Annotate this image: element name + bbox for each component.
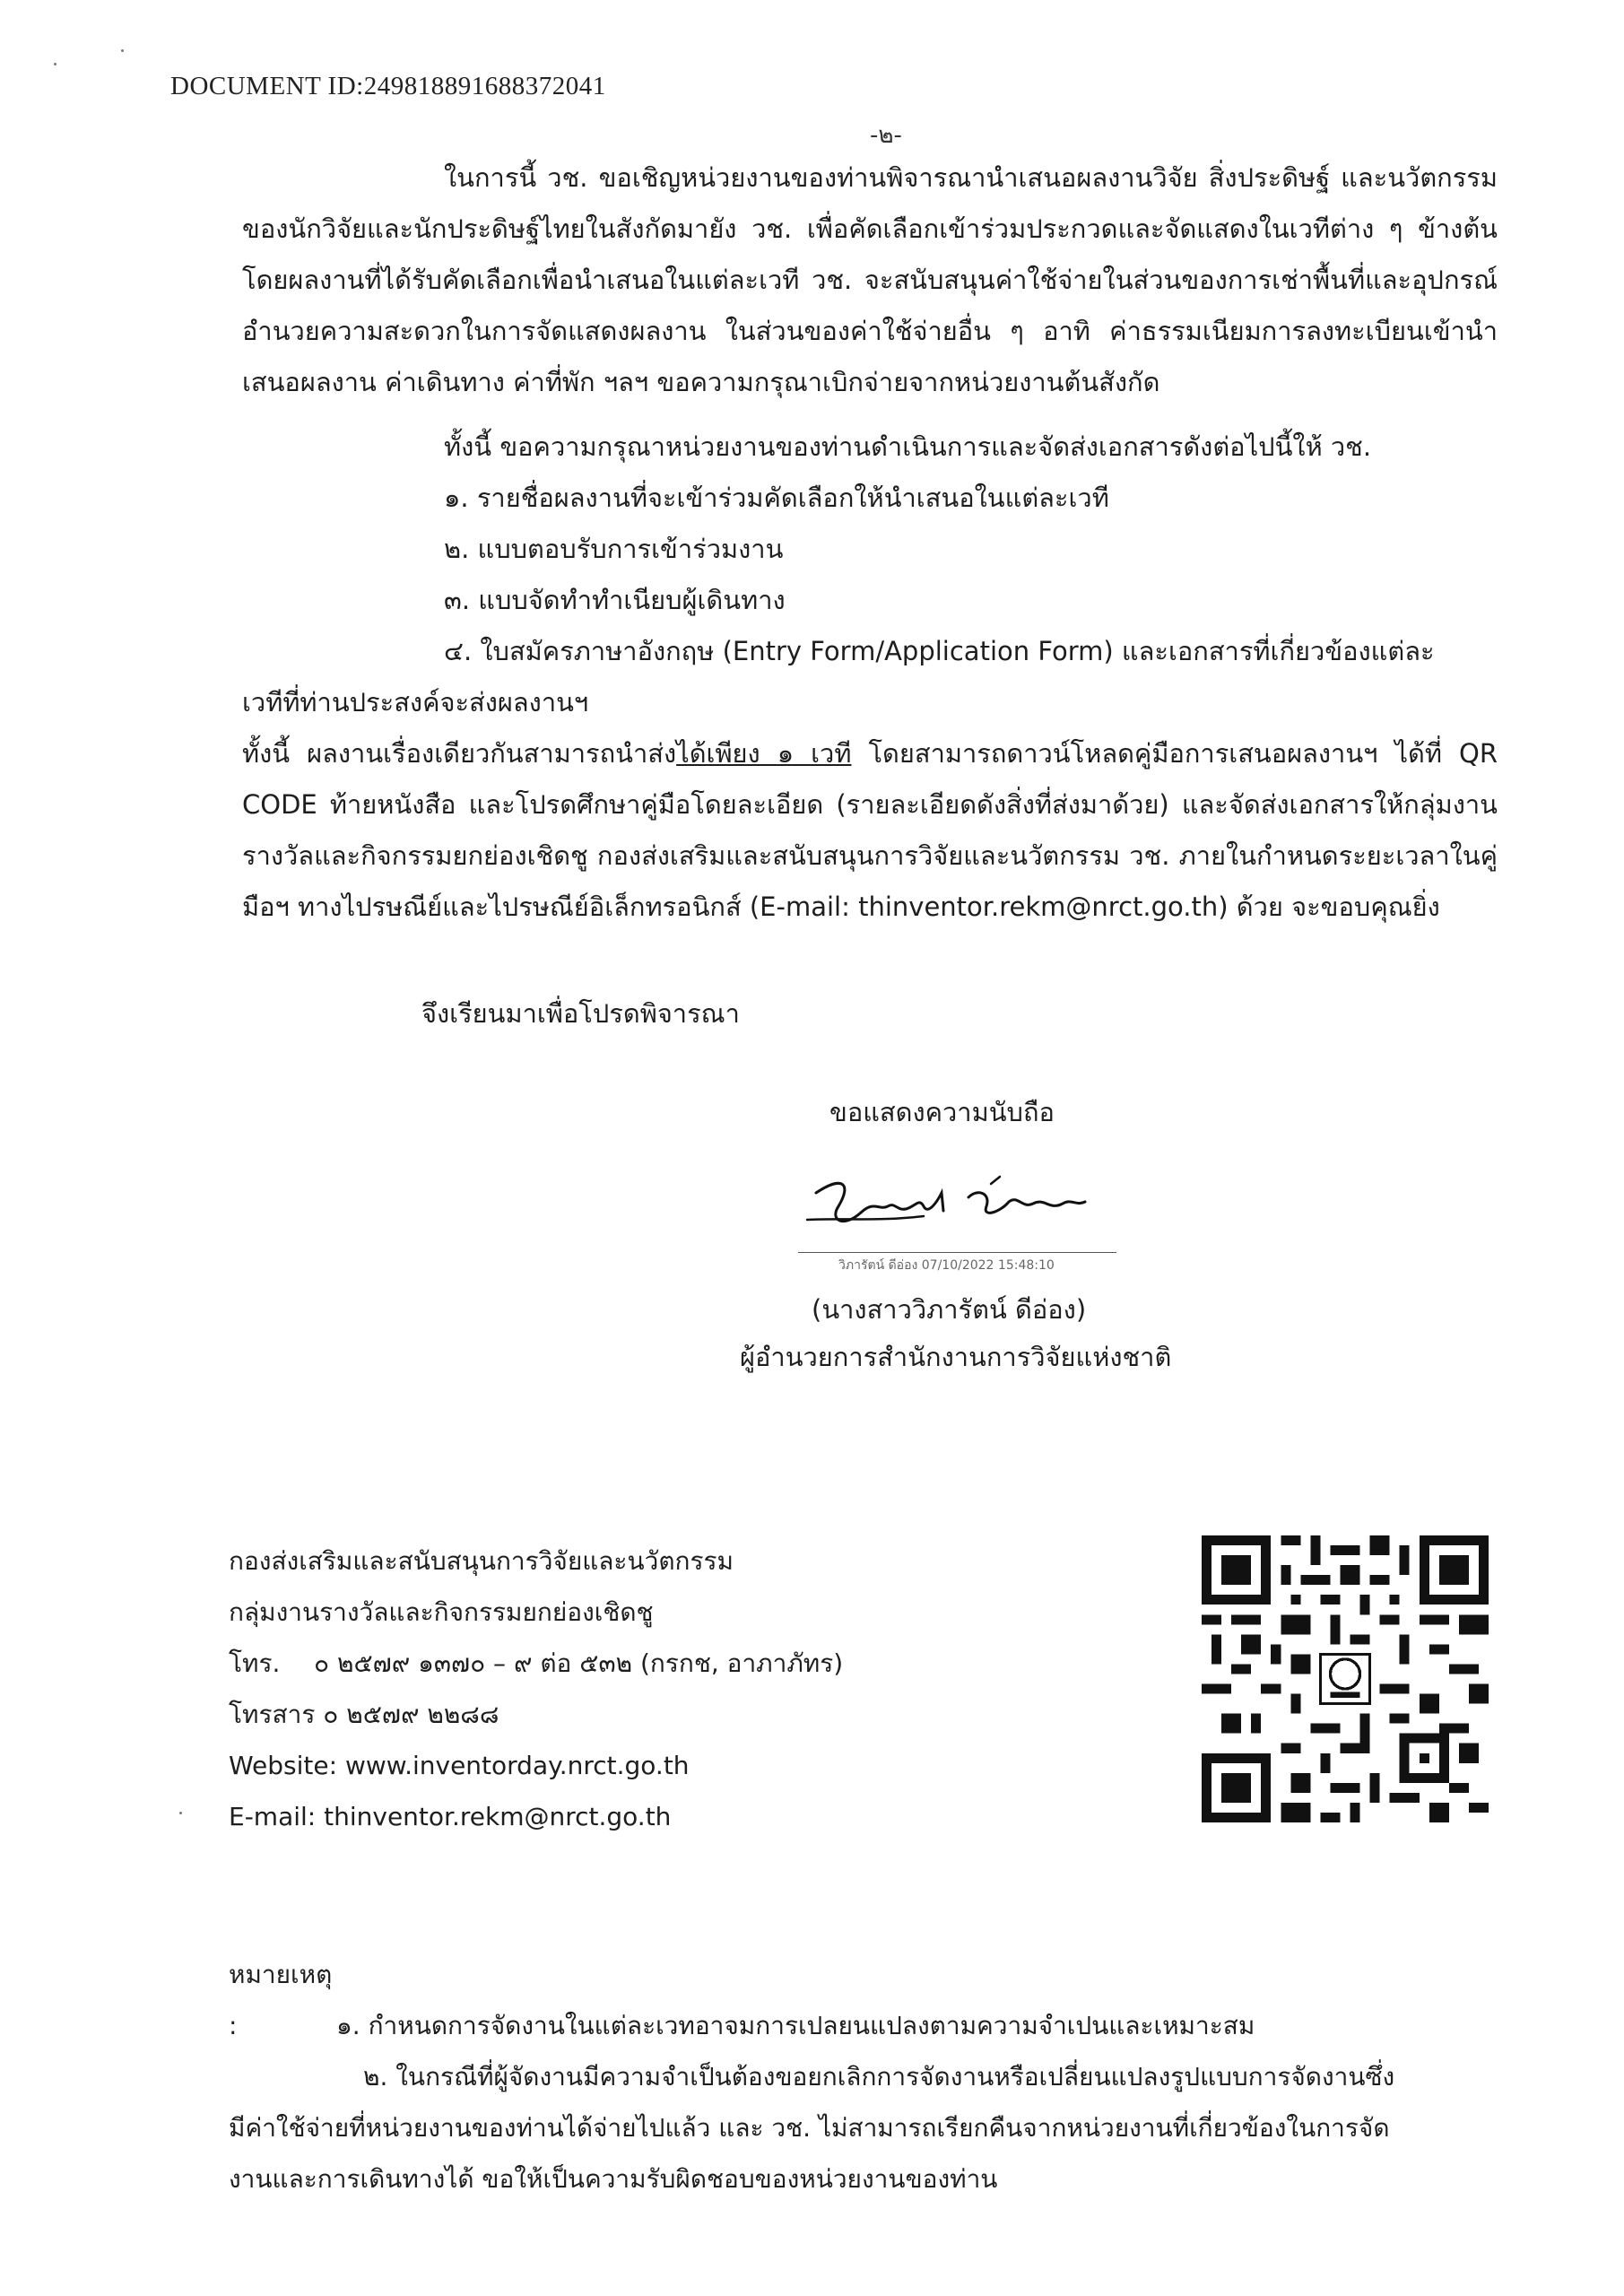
request-item-continued: เวทีที่ท่านประสงค์จะส่งผลงานฯ [242, 687, 589, 718]
closing-line: จึงเรียนมาเพื่อโปรดพิจารณา [421, 998, 740, 1029]
request-item: ๑. รายชื่อผลงานที่จะเข้าร่วมคัดเลือกให้นำเสนอในแต่ละเวที [444, 483, 1109, 513]
signer-title: ผู้อำนวยการสำนักงานการวิจัยแห่งชาติ [740, 1342, 1172, 1372]
contact-fax: โทรสาร ๐ ๒๕๗๙ ๒๒๘๘ [229, 1700, 499, 1729]
note-2-cont-1: มีค่าใช้จ่ายที่หน่วยงานของท่านได้จ่ายไปแล้ว และ วช. ไม่สามารถเรียกคืนจากหน่วยงานที่เกี่ยวข้องในการจัด [229, 2113, 1390, 2143]
signature-stamp: วิภารัตน์ ดีอ่อง 07/10/2022 15:48:10 [838, 1258, 1055, 1273]
note-paragraph-start: ทั้งนี้ ผลงานเรื่องเดียวกันสามารถนำส่ง [242, 738, 677, 769]
contact-email: E-mail: thinventor.rekm@nrct.go.th [229, 1802, 672, 1831]
phone-label: โทร. [229, 1648, 281, 1678]
request-item: ๒. แบบตอบรับการเข้าร่วมงาน [444, 534, 784, 564]
handwritten-signature [789, 1157, 1121, 1247]
request-item: ๔. ใบสมัครภาษาอังกฤษ (Entry Form/Application Form) และเอกสารที่เกี่ยวข้องแต่ละ [444, 636, 1435, 666]
note-paragraph [242, 728, 1498, 933]
page-number: -๒- [870, 122, 902, 149]
main-paragraph-block [242, 152, 1498, 408]
note-1: ๑. กำหนดการจัดงานในแต่ละเวทอาจมการเปลยนแปลงตามความจำเปนและเหมาะสม [336, 2011, 1255, 2040]
scan-speck [179, 1812, 182, 1814]
note-2-cont-2: งานและการเดินทางได้ ขอให้เป็นความรับผิดชอบของหน่วยงานของท่าน [229, 2164, 998, 2194]
contact-group: กลุ่มงานรางวัลและกิจกรรมยกย่องเชิดชู [229, 1597, 654, 1627]
notes-label: หมายเหตุ : [229, 1960, 333, 2040]
note-paragraph-underlined: ได้เพียง ๑ เวที [676, 738, 852, 769]
note-row-1 [229, 1949, 1502, 2051]
main-paragraph: ในการนี้ วช. ขอเชิญหน่วยงานของท่านพิจารณานำเสนอผลงานวิจัย สิ่งประดิษฐ์ และนวัตกรรมของนักวิจัยและนักประดิษฐ์ไทยในสังกัดมายัง วช. เพื่อคัดเลือกเข้าร่วมประกวดและจัดแสดงในเวทีต่าง ๆ ข้างต้น โดยผลงานที่ได้รับคัดเลือกเพื่อนำเสนอในแต่ละเวที วช. จะสนับสนุนค่าใช้จ่ายในส่วนของการเช่าพื้นที่และอุปกรณ์อำนวยความสะดวกในการจัดแสดงผลงาน ในส่วนของค่าใช้จ่ายอื่น ๆ อาทิ ค่าธรรมเนียมการลงทะเบียนเข้านำเสนอผลงาน ค่าเดินทาง ค่าที่พัก ฯลฯ ขอความกรุณาเบิกจ่ายจากหน่วยงานต้นสังกัด [242, 162, 1498, 397]
request-intro: ทั้งนี้ ขอความกรุณาหน่วยงานของท่านดำเนินการและจัดส่งเอกสารดังต่อไปนี้ให้ วช. [444, 431, 1372, 462]
request-block [242, 422, 1498, 933]
notes-block [229, 1949, 1502, 2205]
scan-speck [54, 63, 56, 65]
note-paragraph-end: โดยสามารถดาวน์โหลดคู่มือการเสนอผลงานฯ ได้ที่ QR CODE ท้ายหนังสือ และโปรดศึกษาคู่มือโดยละเอียด (รายละเอียดดังสิ่งที่ส่งมาด้วย) และจัดส่งเอกสารให้กลุ่มงานรางวัลและกิจกรรมยกย่องเชิดชู กองส่งเสริมและสนับสนุนการวิจัยและนวัตกรรม วช. ภายในกำหนดระยะเวลาในคู่มือฯ ทางไปรษณีย์และไปรษณีย์อิเล็กทรอนิกส์ (E-mail: thinventor.rekm@nrct.go.th) ด้วย จะขอบคุณยิ่ง [242, 738, 1498, 922]
contact-block [229, 1535, 843, 1842]
qr-code [1202, 1535, 1489, 1822]
contact-phone: ๐ ๒๕๗๙ ๑๓๗๐ – ๙ ต่อ ๕๓๒ (กรกช, อาภาภัทร) [314, 1648, 844, 1678]
request-item: ๓. แบบจัดทำทำเนียบผู้เดินทาง [444, 585, 786, 615]
scan-speck [121, 49, 124, 52]
document-id: DOCUMENT ID:249818891688372041 [170, 72, 606, 100]
signature-line [798, 1252, 1116, 1253]
signer-name: (นางสาววิภารัตน์ ดีอ่อง) [812, 1294, 1087, 1325]
regards-line: ขอแสดงความนับถือ [829, 1097, 1055, 1127]
note-2: ๒. ในกรณีที่ผู้จัดงานมีความจำเป็นต้องขอยกเลิกการจัดงานหรือเปลี่ยนแปลงรูปแบบการจัดงานซึ่ง [363, 2062, 1395, 2092]
contact-division: กองส่งเสริมและสนับสนุนการวิจัยและนวัตกรรม [229, 1546, 734, 1576]
contact-phone-row [229, 1638, 843, 1689]
contact-website: Website: www.inventorday.nrct.go.th [229, 1751, 690, 1780]
